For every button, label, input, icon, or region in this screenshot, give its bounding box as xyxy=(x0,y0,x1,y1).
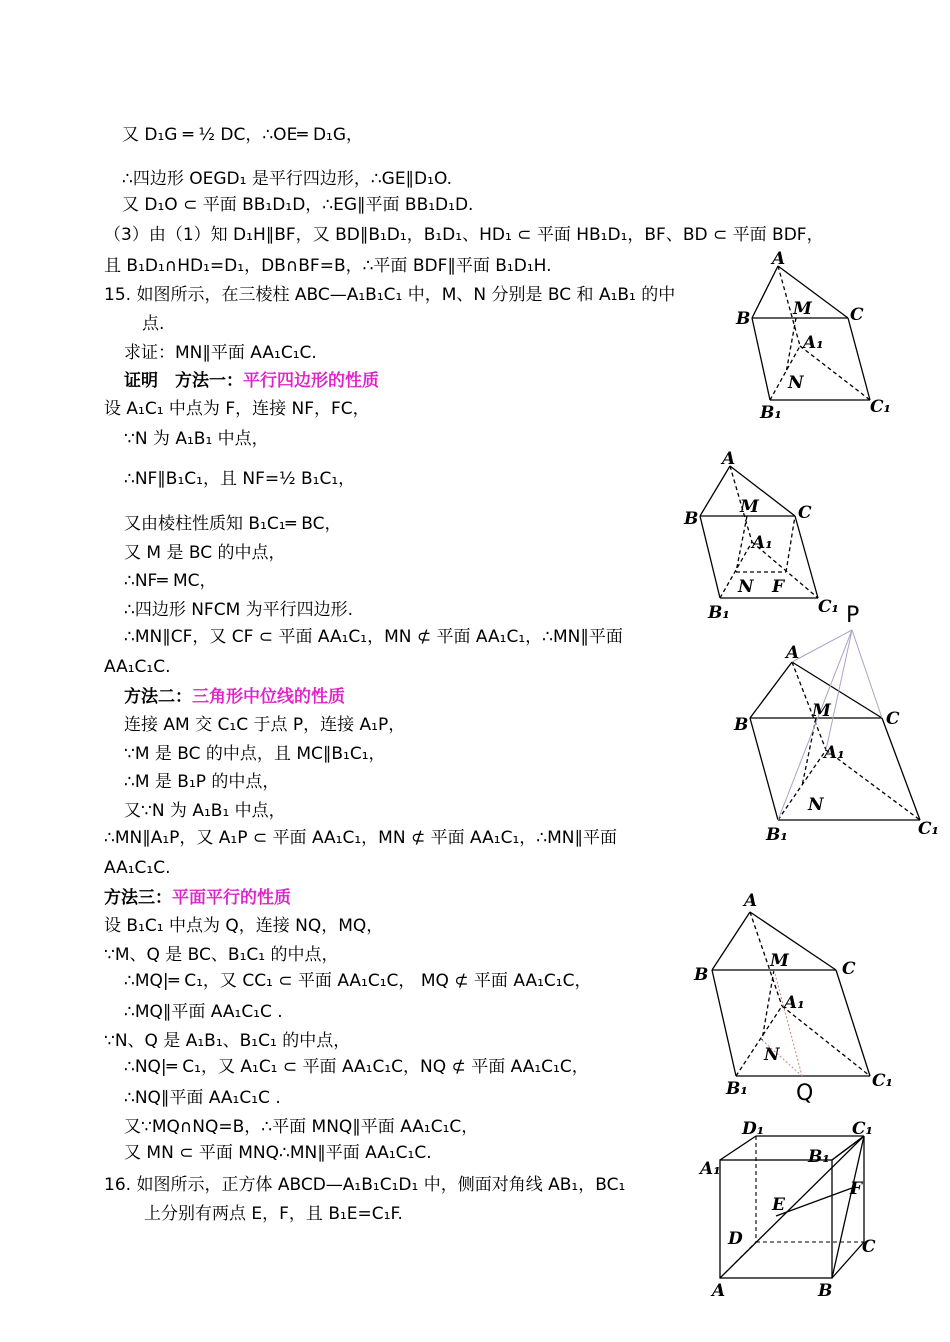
label: N xyxy=(738,577,754,597)
prism-figure-1 xyxy=(730,248,900,428)
label: B₁ xyxy=(808,1147,830,1167)
text-line: ∴四边形 NFCM 为平行四边形. xyxy=(124,600,354,620)
text-line: AA₁C₁C. xyxy=(104,858,171,878)
text-line: ∴MN∥A₁P，又 A₁P ⊂ 平面 AA₁C₁，MN ⊄ 平面 AA₁C₁，∴MN∥平面 xyxy=(104,828,617,848)
text-line: 求证：MN∥平面 AA₁C₁C. xyxy=(124,343,317,363)
label: A xyxy=(772,249,786,269)
text-line: 又 D₁G ═ ½ DC，∴OE═ D₁G， xyxy=(122,125,364,145)
text-line: 连接 AM 交 C₁C 于点 P，连接 A₁P， xyxy=(124,715,406,735)
text-line: ∴M 是 B₁P 的中点， xyxy=(124,772,280,792)
label: P xyxy=(846,603,860,628)
label: C xyxy=(850,305,864,325)
text-line: 且 B₁D₁∩HD₁=D₁，DB∩BF=B，∴平面 BDF∥平面 B₁D₁H. xyxy=(104,256,552,276)
label: B xyxy=(818,1281,833,1301)
label: C₁ xyxy=(870,397,891,417)
text-line: ∵N 为 A₁B₁ 中点， xyxy=(124,429,269,449)
text-line: ∴四边形 OEGD₁ 是平行四边形，∴GE∥D₁O. xyxy=(122,169,453,189)
text-line: 又 D₁O ⊂ 平面 BB₁D₁D，∴EG∥平面 BB₁D₁D. xyxy=(122,195,474,215)
label: C₁ xyxy=(818,597,839,617)
label: B xyxy=(694,965,709,985)
label: A₁ xyxy=(803,333,824,353)
text-line: ∵N、Q 是 A₁B₁、B₁C₁ 的中点， xyxy=(104,1031,351,1051)
label: A₁ xyxy=(824,743,845,763)
label: B₁ xyxy=(760,403,782,423)
method-heading: 方法二：三角形中位线的性质 xyxy=(124,687,345,707)
text-line: 又由棱柱性质知 B₁C₁═ BC， xyxy=(124,514,342,534)
text-line: ∴MQ∥平面 AA₁C₁C . xyxy=(124,1002,283,1022)
text-line: ∴NQ|═ C₁，又 A₁C₁ ⊂ 平面 AA₁C₁C，NQ ⊄ 平面 AA₁C₁C， xyxy=(124,1057,589,1077)
text-line: ∴MQ|═ C₁，又 CC₁ ⊂ 平面 AA₁C₁C， MQ ⊄ 平面 AA₁C₁C， xyxy=(124,971,592,991)
label: A₁ xyxy=(752,533,773,553)
label: C xyxy=(886,709,900,729)
cube-figure xyxy=(696,1112,886,1302)
prism-figure-3 xyxy=(730,600,940,845)
text-line: 又 MN ⊂ 平面 MNQ∴MN∥平面 AA₁C₁C. xyxy=(124,1143,432,1163)
text-line: （3）由（1）知 D₁H∥BF，又 BD∥B₁D₁，B₁D₁、HD₁ ⊂ 平面 HB₁D₁，BF、BD ⊂ 平面 BDF， xyxy=(104,225,824,245)
text-line: 又 M 是 BC 的中点， xyxy=(124,543,286,563)
text-line: ∵M 是 BC 的中点，且 MC∥B₁C₁， xyxy=(124,744,386,764)
label: N xyxy=(764,1045,780,1065)
text-line: 设 B₁C₁ 中点为 Q，连接 NQ，MQ， xyxy=(104,916,384,936)
label: B₁ xyxy=(708,603,730,623)
text-line: 设 A₁C₁ 中点为 F，连接 NF，FC， xyxy=(104,399,370,419)
label: M xyxy=(793,299,812,319)
label: A xyxy=(712,1281,726,1301)
text-line: ∴NQ∥平面 AA₁C₁C . xyxy=(124,1088,281,1108)
label: B xyxy=(684,509,699,529)
text-line: ∴MN∥CF，又 CF ⊂ 平面 AA₁C₁，MN ⊄ 平面 AA₁C₁，∴MN∥平面 xyxy=(124,627,623,647)
label: E xyxy=(772,1195,785,1215)
text-line: ∴NF═ MC， xyxy=(124,571,217,591)
label: C xyxy=(862,1237,876,1257)
prism-figure-2 xyxy=(680,446,850,626)
label: N xyxy=(808,795,824,815)
label: Q xyxy=(796,1081,814,1106)
method-heading: 方法三：平面平行的性质 xyxy=(104,888,291,908)
label: N xyxy=(788,373,804,393)
label: A₁ xyxy=(700,1159,721,1179)
label: A₁ xyxy=(784,993,805,1013)
label: C xyxy=(798,503,812,523)
problem-15: 15. 如图所示，在三棱柱 ABC—A₁B₁C₁ 中，M、N 分别是 BC 和 A₁B₁ 的中 xyxy=(104,285,676,305)
text-line: 上分别有两点 E，F，且 B₁E=C₁F. xyxy=(144,1204,403,1224)
label: C₁ xyxy=(918,819,939,839)
method-heading: 证明 方法一：平行四边形的性质 xyxy=(124,371,379,391)
text-line: 点. xyxy=(142,314,165,334)
label: C₁ xyxy=(872,1071,893,1091)
label: F xyxy=(850,1179,863,1199)
label: F xyxy=(772,577,785,597)
label: B₁ xyxy=(766,825,788,845)
text-line: 又∵N 为 A₁B₁ 中点， xyxy=(124,801,286,821)
label: B xyxy=(736,309,751,329)
label: C₁ xyxy=(852,1119,873,1139)
label: A xyxy=(786,643,800,663)
text-line: AA₁C₁C. xyxy=(104,657,171,677)
label: B₁ xyxy=(726,1079,748,1099)
label: M xyxy=(740,497,759,517)
label: D xyxy=(728,1229,743,1249)
label: M xyxy=(812,701,831,721)
text-line: ∵M、Q 是 BC、B₁C₁ 的中点， xyxy=(104,945,339,965)
prism-figure-4 xyxy=(690,888,900,1108)
label: M xyxy=(770,951,789,971)
label: C xyxy=(842,959,856,979)
problem-16: 16. 如图所示，正方体 ABCD—A₁B₁C₁D₁ 中，侧面对角线 AB₁，BC₁ xyxy=(104,1175,626,1195)
text-line: 又∵MQ∩NQ=B，∴平面 MNQ∥平面 AA₁C₁C， xyxy=(124,1117,479,1137)
label: B xyxy=(734,715,749,735)
label: D₁ xyxy=(742,1119,765,1139)
label: A xyxy=(744,891,758,911)
label: A xyxy=(722,449,736,469)
text-line: ∴NF∥B₁C₁，且 NF=½ B₁C₁， xyxy=(124,469,356,489)
